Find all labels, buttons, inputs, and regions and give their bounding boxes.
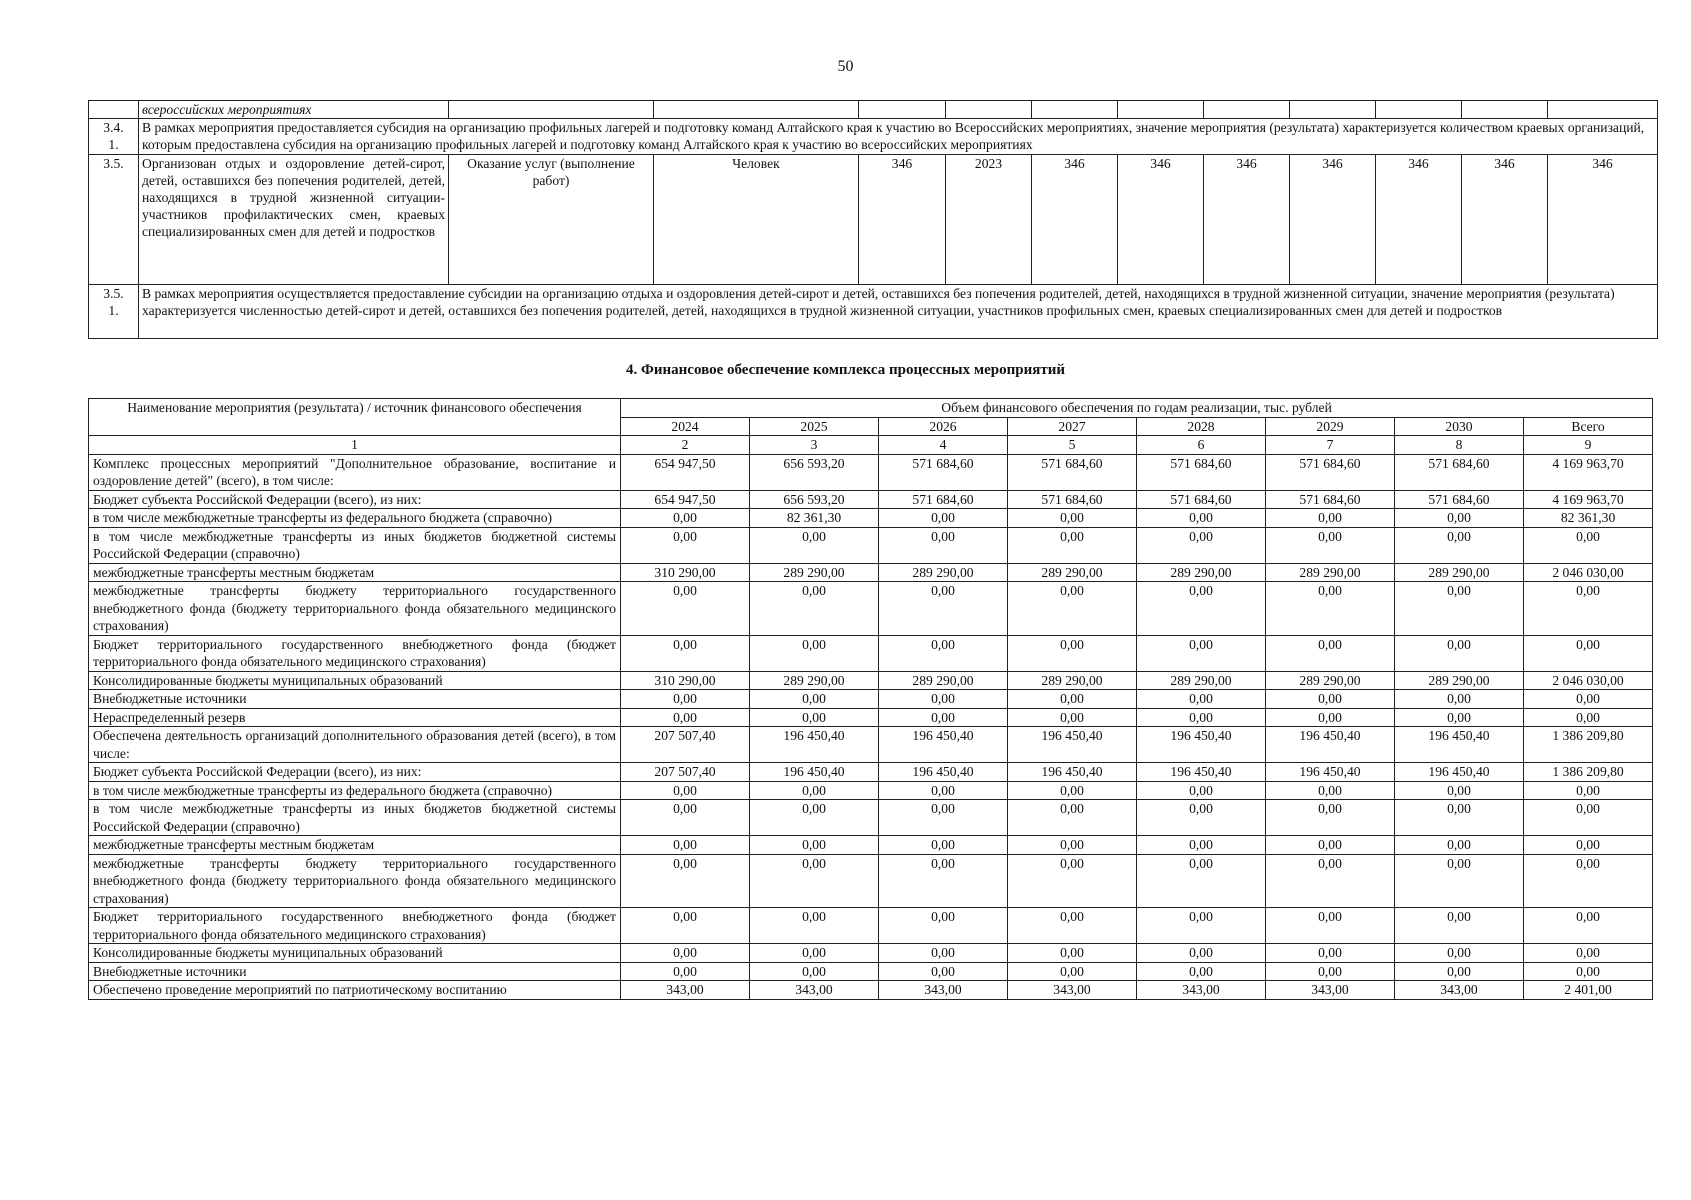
page-number: 50 [837, 58, 854, 75]
amount-cell: 0,00 [1008, 635, 1137, 671]
value-cell: 346 [1548, 155, 1658, 285]
amount-cell: 571 684,60 [1137, 490, 1266, 509]
column-number: 5 [1008, 436, 1137, 455]
amount-cell: 0,00 [1137, 781, 1266, 800]
amount-cell: 0,00 [1008, 527, 1137, 563]
amount-cell: 0,00 [1524, 836, 1653, 855]
amount-cell: 0,00 [879, 635, 1008, 671]
amount-cell: 0,00 [879, 509, 1008, 528]
row-name: Нераспределенный резерв [89, 708, 621, 727]
column-number: 1 [89, 436, 621, 455]
amount-cell: 196 450,40 [1395, 763, 1524, 782]
amount-cell: 343,00 [621, 981, 750, 1000]
amount-cell: 0,00 [750, 527, 879, 563]
amount-cell: 571 684,60 [879, 454, 1008, 490]
amount-cell: 289 290,00 [1266, 671, 1395, 690]
amount-cell: 0,00 [1137, 509, 1266, 528]
amount-cell: 289 290,00 [879, 671, 1008, 690]
table-row [89, 763, 1653, 782]
amount-cell: 0,00 [750, 708, 879, 727]
column-header-name: Наименование мероприятия (результата) / источник финансового обеспечения [89, 399, 621, 436]
amount-cell: 0,00 [1524, 908, 1653, 944]
amount-cell: 0,00 [1524, 690, 1653, 709]
amount-cell: 0,00 [1524, 708, 1653, 727]
amount-cell: 343,00 [750, 981, 879, 1000]
amount-cell: 0,00 [1395, 708, 1524, 727]
amount-cell: 0,00 [1266, 781, 1395, 800]
table-row [89, 635, 1653, 671]
amount-cell: 0,00 [1008, 781, 1137, 800]
amount-cell: 0,00 [621, 854, 750, 908]
amount-cell: 0,00 [1266, 800, 1395, 836]
amount-cell: 0,00 [1008, 690, 1137, 709]
amount-cell: 0,00 [1266, 836, 1395, 855]
value-cell: 346 [1118, 155, 1204, 285]
row-name: Внебюджетные источники [89, 962, 621, 981]
table-row [89, 155, 1658, 285]
amount-cell: 0,00 [1524, 800, 1653, 836]
row-name: Обеспечено проведение мероприятий по патриотическому воспитанию [89, 981, 621, 1000]
amount-cell: 0,00 [879, 781, 1008, 800]
amount-cell: 0,00 [1395, 509, 1524, 528]
value-cell: 346 [1032, 155, 1118, 285]
amount-cell: 196 450,40 [750, 763, 879, 782]
amount-cell: 0,00 [1266, 708, 1395, 727]
amount-cell: 0,00 [1137, 635, 1266, 671]
table-row [89, 527, 1653, 563]
amount-cell: 289 290,00 [1008, 563, 1137, 582]
table-row [89, 800, 1653, 836]
amount-cell: 0,00 [1008, 800, 1137, 836]
amount-cell: 0,00 [621, 690, 750, 709]
amount-cell: 0,00 [1395, 582, 1524, 636]
amount-cell: 0,00 [1395, 962, 1524, 981]
amount-cell: 0,00 [621, 944, 750, 963]
value-cell: 346 [1204, 155, 1290, 285]
row-text: всероссийских мероприятиях [139, 101, 449, 119]
amount-cell: 289 290,00 [1266, 563, 1395, 582]
amount-cell: 0,00 [1266, 690, 1395, 709]
amount-cell: 0,00 [1524, 781, 1653, 800]
column-header-year: 2024 [621, 417, 750, 436]
row-name: Обеспечена деятельность организаций дополнительного образования детей (всего), в том числе: [89, 727, 621, 763]
amount-cell: 0,00 [750, 908, 879, 944]
table-row [89, 671, 1653, 690]
amount-cell: 196 450,40 [1266, 727, 1395, 763]
amount-cell: 0,00 [1137, 908, 1266, 944]
amount-cell: 0,00 [1395, 908, 1524, 944]
amount-cell: 0,00 [879, 908, 1008, 944]
amount-cell: 2 046 030,00 [1524, 671, 1653, 690]
result-unit: Человек [654, 155, 859, 285]
amount-cell: 0,00 [1008, 962, 1137, 981]
row-name: в том числе межбюджетные трансферты из иных бюджетов бюджетной системы Российской Федерации (справочно) [89, 800, 621, 836]
table-row [89, 944, 1653, 963]
column-header-year: 2026 [879, 417, 1008, 436]
amount-cell: 0,00 [1137, 836, 1266, 855]
amount-cell: 0,00 [621, 509, 750, 528]
column-header-volume: Объем финансового обеспечения по годам реализации, тыс. рублей [621, 399, 1653, 418]
column-number: 6 [1137, 436, 1266, 455]
amount-cell: 0,00 [1395, 527, 1524, 563]
column-header-year: 2028 [1137, 417, 1266, 436]
amount-cell: 0,00 [1266, 509, 1395, 528]
amount-cell: 196 450,40 [1395, 727, 1524, 763]
column-header-year: 2025 [750, 417, 879, 436]
table-row [89, 962, 1653, 981]
row-name: в том числе межбюджетные трансферты из федерального бюджета (справочно) [89, 509, 621, 528]
value-cell: 346 [1462, 155, 1548, 285]
amount-cell: 207 507,40 [621, 763, 750, 782]
amount-cell: 0,00 [750, 944, 879, 963]
amount-cell: 196 450,40 [1137, 763, 1266, 782]
amount-cell: 310 290,00 [621, 671, 750, 690]
amount-cell: 0,00 [621, 708, 750, 727]
amount-cell: 656 593,20 [750, 454, 879, 490]
table-row [89, 727, 1653, 763]
row-name: Комплекс процессных мероприятий "Дополнительное образование, воспитание и оздоровление детей" (всего), в том числе: [89, 454, 621, 490]
amount-cell: 0,00 [750, 781, 879, 800]
table-row [89, 119, 1658, 155]
column-number: 3 [750, 436, 879, 455]
row-number: 3.5. 1. [89, 285, 139, 339]
amount-cell: 0,00 [1524, 582, 1653, 636]
amount-cell: 82 361,30 [750, 509, 879, 528]
value-cell: 346 [1290, 155, 1376, 285]
row-name: Внебюджетные источники [89, 690, 621, 709]
amount-cell: 0,00 [621, 908, 750, 944]
column-number: 4 [879, 436, 1008, 455]
row-name: Консолидированные бюджеты муниципальных образований [89, 671, 621, 690]
row-name: Бюджет территориального государственного внебюджетного фонда (бюджет территориального фонда обязательного медицинского страхования) [89, 908, 621, 944]
table-row [89, 854, 1653, 908]
amount-cell: 0,00 [1524, 944, 1653, 963]
amount-cell: 0,00 [1137, 527, 1266, 563]
amount-cell: 0,00 [1266, 854, 1395, 908]
table-row [89, 490, 1653, 509]
amount-cell: 0,00 [621, 836, 750, 855]
table-row [89, 509, 1653, 528]
row-name: Бюджет территориального государственного внебюджетного фонда (бюджет территориального фонда обязательного медицинского страхования) [89, 635, 621, 671]
amount-cell: 0,00 [1008, 582, 1137, 636]
amount-cell: 0,00 [1266, 944, 1395, 963]
amount-cell: 343,00 [1137, 981, 1266, 1000]
amount-cell: 2 046 030,00 [1524, 563, 1653, 582]
amount-cell: 0,00 [1008, 854, 1137, 908]
amount-cell: 571 684,60 [1266, 454, 1395, 490]
amount-cell: 0,00 [879, 944, 1008, 963]
amount-cell: 343,00 [1266, 981, 1395, 1000]
amount-cell: 656 593,20 [750, 490, 879, 509]
column-header-year: Всего [1524, 417, 1653, 436]
row-name: межбюджетные трансферты местным бюджетам [89, 563, 621, 582]
amount-cell: 2 401,00 [1524, 981, 1653, 1000]
table-row [89, 836, 1653, 855]
amount-cell: 0,00 [1524, 854, 1653, 908]
table-row [89, 981, 1653, 1000]
table-row [89, 708, 1653, 727]
amount-cell: 196 450,40 [1266, 763, 1395, 782]
amount-cell: 0,00 [879, 800, 1008, 836]
column-header-year: 2030 [1395, 417, 1524, 436]
amount-cell: 0,00 [621, 582, 750, 636]
table-row [89, 101, 1658, 119]
amount-cell: 289 290,00 [750, 671, 879, 690]
amount-cell: 0,00 [1137, 854, 1266, 908]
amount-cell: 196 450,40 [750, 727, 879, 763]
amount-cell: 0,00 [621, 635, 750, 671]
row-name: Консолидированные бюджеты муниципальных образований [89, 944, 621, 963]
column-header-year: 2027 [1008, 417, 1137, 436]
amount-cell: 0,00 [879, 854, 1008, 908]
amount-cell: 4 169 963,70 [1524, 490, 1653, 509]
amount-cell: 654 947,50 [621, 490, 750, 509]
amount-cell: 196 450,40 [1008, 727, 1137, 763]
amount-cell: 196 450,40 [1008, 763, 1137, 782]
amount-cell: 654 947,50 [621, 454, 750, 490]
amount-cell: 0,00 [1137, 800, 1266, 836]
amount-cell: 0,00 [750, 836, 879, 855]
amount-cell: 82 361,30 [1524, 509, 1653, 528]
amount-cell: 571 684,60 [879, 490, 1008, 509]
row-name: в том числе межбюджетные трансферты из федерального бюджета (справочно) [89, 781, 621, 800]
result-type: Оказание услуг (выполнение работ) [449, 155, 654, 285]
row-name: Бюджет субъекта Российской Федерации (всего), из них: [89, 490, 621, 509]
amount-cell: 0,00 [1395, 635, 1524, 671]
row-name: межбюджетные трансферты бюджету территориального государственного внебюджетного фонда (бюджету территориального фонда обязательного медицинского страхования) [89, 582, 621, 636]
amount-cell: 0,00 [1395, 854, 1524, 908]
amount-cell: 0,00 [621, 962, 750, 981]
amount-cell: 0,00 [1137, 962, 1266, 981]
amount-cell: 343,00 [1008, 981, 1137, 1000]
amount-cell: 343,00 [1395, 981, 1524, 1000]
table-row [89, 908, 1653, 944]
amount-cell: 289 290,00 [1137, 563, 1266, 582]
results-table [88, 100, 1658, 339]
column-number: 8 [1395, 436, 1524, 455]
row-number: 3.4. 1. [89, 119, 139, 155]
header-numbers-row [89, 436, 1653, 455]
table-row [89, 690, 1653, 709]
amount-cell: 0,00 [1266, 962, 1395, 981]
row-description: В рамках мероприятия предоставляется субсидия на организацию профильных лагерей и подготовку команд Алтайского края к участию во Всероссийских мероприятиях, значение мероприятия (результата) характеризуется количеством краевых организаций, которым предоставлена субсидия на организацию профильных лагерей и подготовку команд Алтайского края к участию во всероссийских мероприятиях [139, 119, 1658, 155]
row-name: межбюджетные трансферты бюджету территориального государственного внебюджетного фонда (бюджету территориального фонда обязательного медицинского страхования) [89, 854, 621, 908]
amount-cell: 0,00 [621, 800, 750, 836]
value-cell: 346 [1376, 155, 1462, 285]
amount-cell: 0,00 [1008, 836, 1137, 855]
table-row [89, 454, 1653, 490]
amount-cell: 0,00 [1137, 582, 1266, 636]
amount-cell: 0,00 [879, 836, 1008, 855]
amount-cell: 571 684,60 [1137, 454, 1266, 490]
table-row [89, 781, 1653, 800]
table-row [89, 582, 1653, 636]
amount-cell: 0,00 [1266, 908, 1395, 944]
amount-cell: 0,00 [1137, 690, 1266, 709]
amount-cell: 0,00 [621, 527, 750, 563]
amount-cell: 0,00 [879, 690, 1008, 709]
amount-cell: 289 290,00 [1137, 671, 1266, 690]
amount-cell: 0,00 [1008, 908, 1137, 944]
amount-cell: 0,00 [1395, 781, 1524, 800]
table-row [89, 285, 1658, 339]
amount-cell: 0,00 [1137, 944, 1266, 963]
amount-cell: 0,00 [1008, 509, 1137, 528]
section-title: 4. Финансовое обеспечение комплекса процессных мероприятий [626, 362, 1065, 378]
amount-cell: 571 684,60 [1395, 454, 1524, 490]
amount-cell: 289 290,00 [1008, 671, 1137, 690]
amount-cell: 289 290,00 [879, 563, 1008, 582]
amount-cell: 0,00 [879, 582, 1008, 636]
row-name: в том числе межбюджетные трансферты из иных бюджетов бюджетной системы Российской Федерации (справочно) [89, 527, 621, 563]
amount-cell: 0,00 [621, 781, 750, 800]
amount-cell: 0,00 [1266, 582, 1395, 636]
amount-cell: 0,00 [1266, 635, 1395, 671]
amount-cell: 0,00 [1524, 962, 1653, 981]
amount-cell: 0,00 [750, 690, 879, 709]
amount-cell: 0,00 [1395, 944, 1524, 963]
column-number: 9 [1524, 436, 1653, 455]
amount-cell: 196 450,40 [1137, 727, 1266, 763]
financing-table [88, 398, 1653, 1000]
amount-cell: 571 684,60 [1395, 490, 1524, 509]
amount-cell: 0,00 [750, 962, 879, 981]
base-value: 346 [859, 155, 946, 285]
amount-cell: 289 290,00 [1395, 563, 1524, 582]
base-year: 2023 [946, 155, 1032, 285]
amount-cell: 310 290,00 [621, 563, 750, 582]
amount-cell: 0,00 [1008, 708, 1137, 727]
amount-cell: 196 450,40 [879, 763, 1008, 782]
amount-cell: 0,00 [879, 527, 1008, 563]
amount-cell: 1 386 209,80 [1524, 763, 1653, 782]
amount-cell: 0,00 [879, 708, 1008, 727]
amount-cell: 571 684,60 [1008, 490, 1137, 509]
amount-cell: 1 386 209,80 [1524, 727, 1653, 763]
header-row [89, 399, 1653, 418]
amount-cell: 289 290,00 [1395, 671, 1524, 690]
table-row [89, 563, 1653, 582]
row-name: межбюджетные трансферты местным бюджетам [89, 836, 621, 855]
amount-cell: 0,00 [879, 962, 1008, 981]
column-number: 7 [1266, 436, 1395, 455]
amount-cell: 4 169 963,70 [1524, 454, 1653, 490]
amount-cell: 0,00 [750, 635, 879, 671]
amount-cell: 0,00 [1524, 527, 1653, 563]
amount-cell: 343,00 [879, 981, 1008, 1000]
amount-cell: 571 684,60 [1008, 454, 1137, 490]
amount-cell: 0,00 [1395, 836, 1524, 855]
amount-cell: 0,00 [1395, 690, 1524, 709]
result-name: Организован отдых и оздоровление детей-сирот, детей, оставшихся без попечения родителей, детей, находящихся в трудной жизненной ситуации-участников профилактических смен, краевых специализированных смен для детей и подростков [139, 155, 449, 285]
row-number: 3.5. [89, 155, 139, 285]
amount-cell: 0,00 [1137, 708, 1266, 727]
row-name: Бюджет субъекта Российской Федерации (всего), из них: [89, 763, 621, 782]
amount-cell: 0,00 [1266, 527, 1395, 563]
column-number: 2 [621, 436, 750, 455]
amount-cell: 207 507,40 [621, 727, 750, 763]
row-description: В рамках мероприятия осуществляется предоставление субсидии на организацию отдыха и оздоровления детей-сирот и детей, оставшихся без попечения родителей, детей, находящихся в трудной жизненной ситуации, значение мероприятия (результата) характеризуется численностью детей-сирот и детей, оставшихся без попечения родителей, детей, находящихся в трудной жизненной ситуации, участников профильных смен, краевых специализированных смен для детей и подростков [139, 285, 1658, 339]
amount-cell: 289 290,00 [750, 563, 879, 582]
amount-cell: 0,00 [1395, 800, 1524, 836]
amount-cell: 0,00 [1008, 944, 1137, 963]
amount-cell: 0,00 [1524, 635, 1653, 671]
amount-cell: 0,00 [750, 854, 879, 908]
amount-cell: 0,00 [750, 582, 879, 636]
amount-cell: 571 684,60 [1266, 490, 1395, 509]
amount-cell: 0,00 [750, 800, 879, 836]
amount-cell: 196 450,40 [879, 727, 1008, 763]
column-header-year: 2029 [1266, 417, 1395, 436]
